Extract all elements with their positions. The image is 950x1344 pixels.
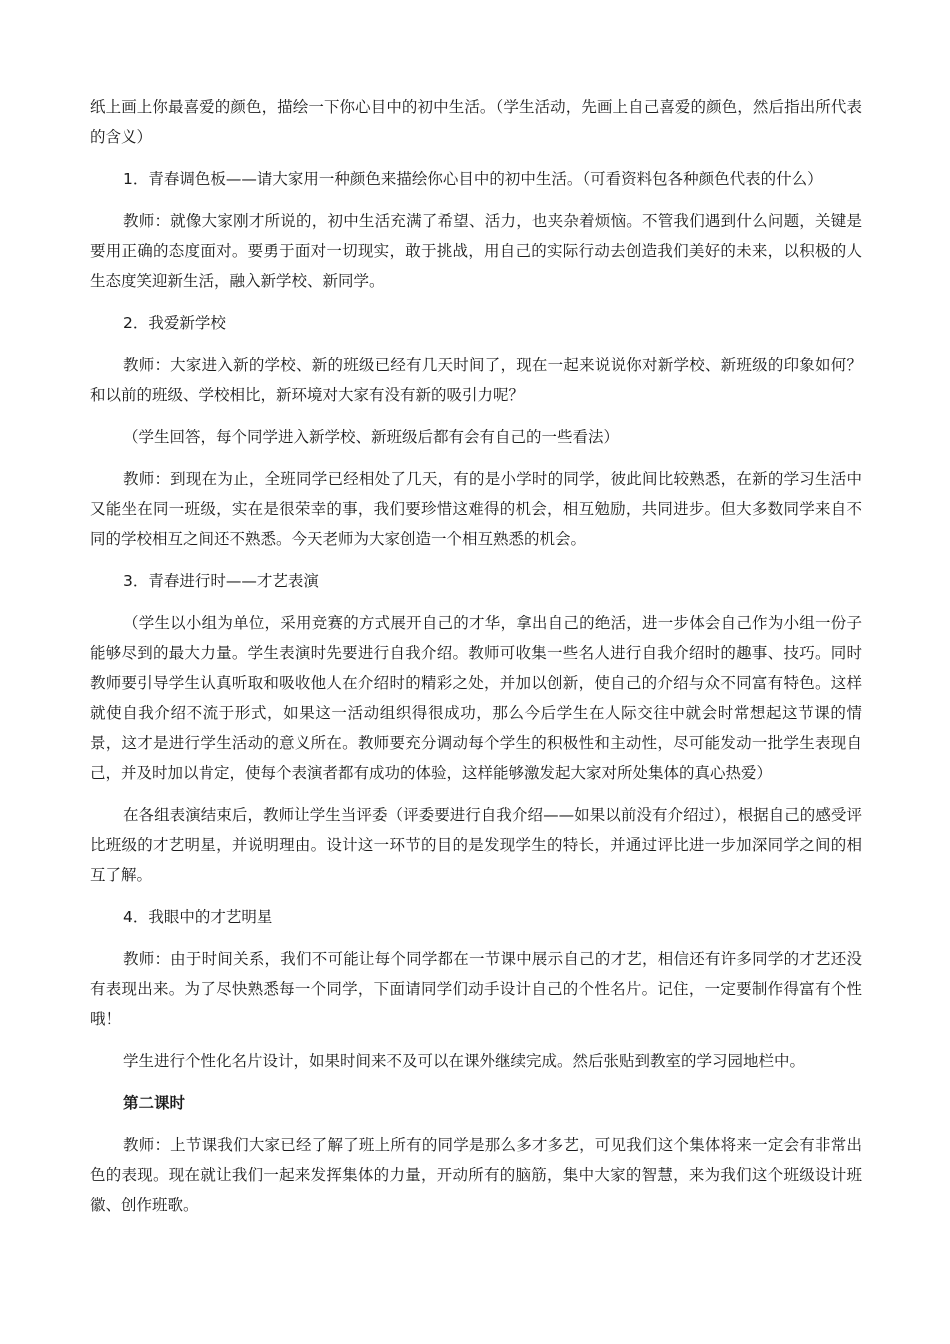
paragraph-name-card: 学生进行个性化名片设计，如果时间来不及可以在课外继续完成。然后张贴到教室的学习园地栏中。	[123, 1052, 806, 1070]
paragraph-intro: 纸上画上你最喜爱的颜色，描绘一下你心目中的初中生活。（学生活动，先画上自己喜爱的颜色，然后指出所代表的含义）	[90, 98, 862, 146]
heading-second-lesson: 第二课时	[123, 1094, 186, 1112]
paragraph-talent-show: （学生以小组为单位，采用竞赛的方式展开自己的才华，拿出自己的绝活，进一步体会自己作为小组一份子能够尽到的最大力量。学生表演时先要进行自我介绍。教师可收集一些名人进行自我介绍时的趣事、技巧。同时教师要引导学生认真听取和吸收他人在介绍时的精彩之处，并加以创新，使自己的介绍与众不同富有特色。这样就使自我介绍不流于形式，如果这一活动组织得很成功，那么今后学生在人际交往中就会时常想起这节课的情景，这才是进行学生活动的意义所在。教师要充分调动每个学生的积极性和主动性，尽可能发动一批学生表现自己，并及时加以肯定，使每个表演者都有成功的体验，这样能够激发起大家对所处集体的真心热爱）	[90, 614, 862, 782]
paragraph-teacher-3: 教师：到现在为止，全班同学已经相处了几天，有的是小学时的同学，彼此间比较熟悉，在新的学习生活中又能坐在同一班级，实在是很荣幸的事，我们要珍惜这难得的机会，相互勉励，共同进步。但大多数同学来自不同的学校相互之间还不熟悉。今天老师为大家创造一个相互熟悉的机会。	[90, 470, 862, 548]
paragraph-student-answer: （学生回答，每个同学进入新学校、新班级后都有会有自己的一些看法）	[123, 428, 620, 446]
heading-section-3: 3．青春进行时——才艺表演	[123, 572, 319, 590]
heading-section-1: 1．青春调色板——请大家用一种颜色来描绘你心目中的初中生活。（可看资料包各种颜色代表的什么）	[123, 170, 823, 188]
document-page	[90, 92, 862, 1232]
paragraph-teacher-1: 教师：就像大家刚才所说的，初中生活充满了希望、活力，也夹杂着烦恼。不管我们遇到什么问题，关键是要用正确的态度面对。要勇于面对一切现实，敢于挑战，用自己的实际行动去创造我们美好的未来，以积极的人生态度笑迎新生活，融入新学校、新同学。	[90, 212, 862, 290]
paragraph-teacher-4: 教师：由于时间关系，我们不可能让每个同学都在一节课中展示自己的才艺，相信还有许多同学的才艺还没有表现出来。为了尽快熟悉每一个同学，下面请同学们动手设计自己的个性名片。记住，一定要制作得富有个性哦！	[90, 950, 862, 1028]
paragraph-judging: 在各组表演结束后，教师让学生当评委（评委要进行自我介绍——如果以前没有介绍过），根据自己的感受评比班级的才艺明星，并说明理由。设计这一环节的目的是发现学生的特长，并通过评比进一步加深同学之间的相互了解。	[90, 806, 862, 884]
heading-section-4: 4．我眼中的才艺明星	[123, 908, 273, 926]
paragraph-teacher-2: 教师：大家进入新的学校、新的班级已经有几天时间了，现在一起来说说你对新学校、新班级的印象如何？和以前的班级、学校相比，新环境对大家有没有新的吸引力呢？	[90, 356, 862, 404]
heading-section-2: 2．我爱新学校	[123, 314, 226, 332]
paragraph-teacher-5: 教师：上节课我们大家已经了解了班上所有的同学是那么多才多艺，可见我们这个集体将来一定会有非常出色的表现。现在就让我们一起来发挥集体的力量，开动所有的脑筋，集中大家的智慧，来为我们这个班级设计班徽、创作班歌。	[90, 1136, 862, 1214]
